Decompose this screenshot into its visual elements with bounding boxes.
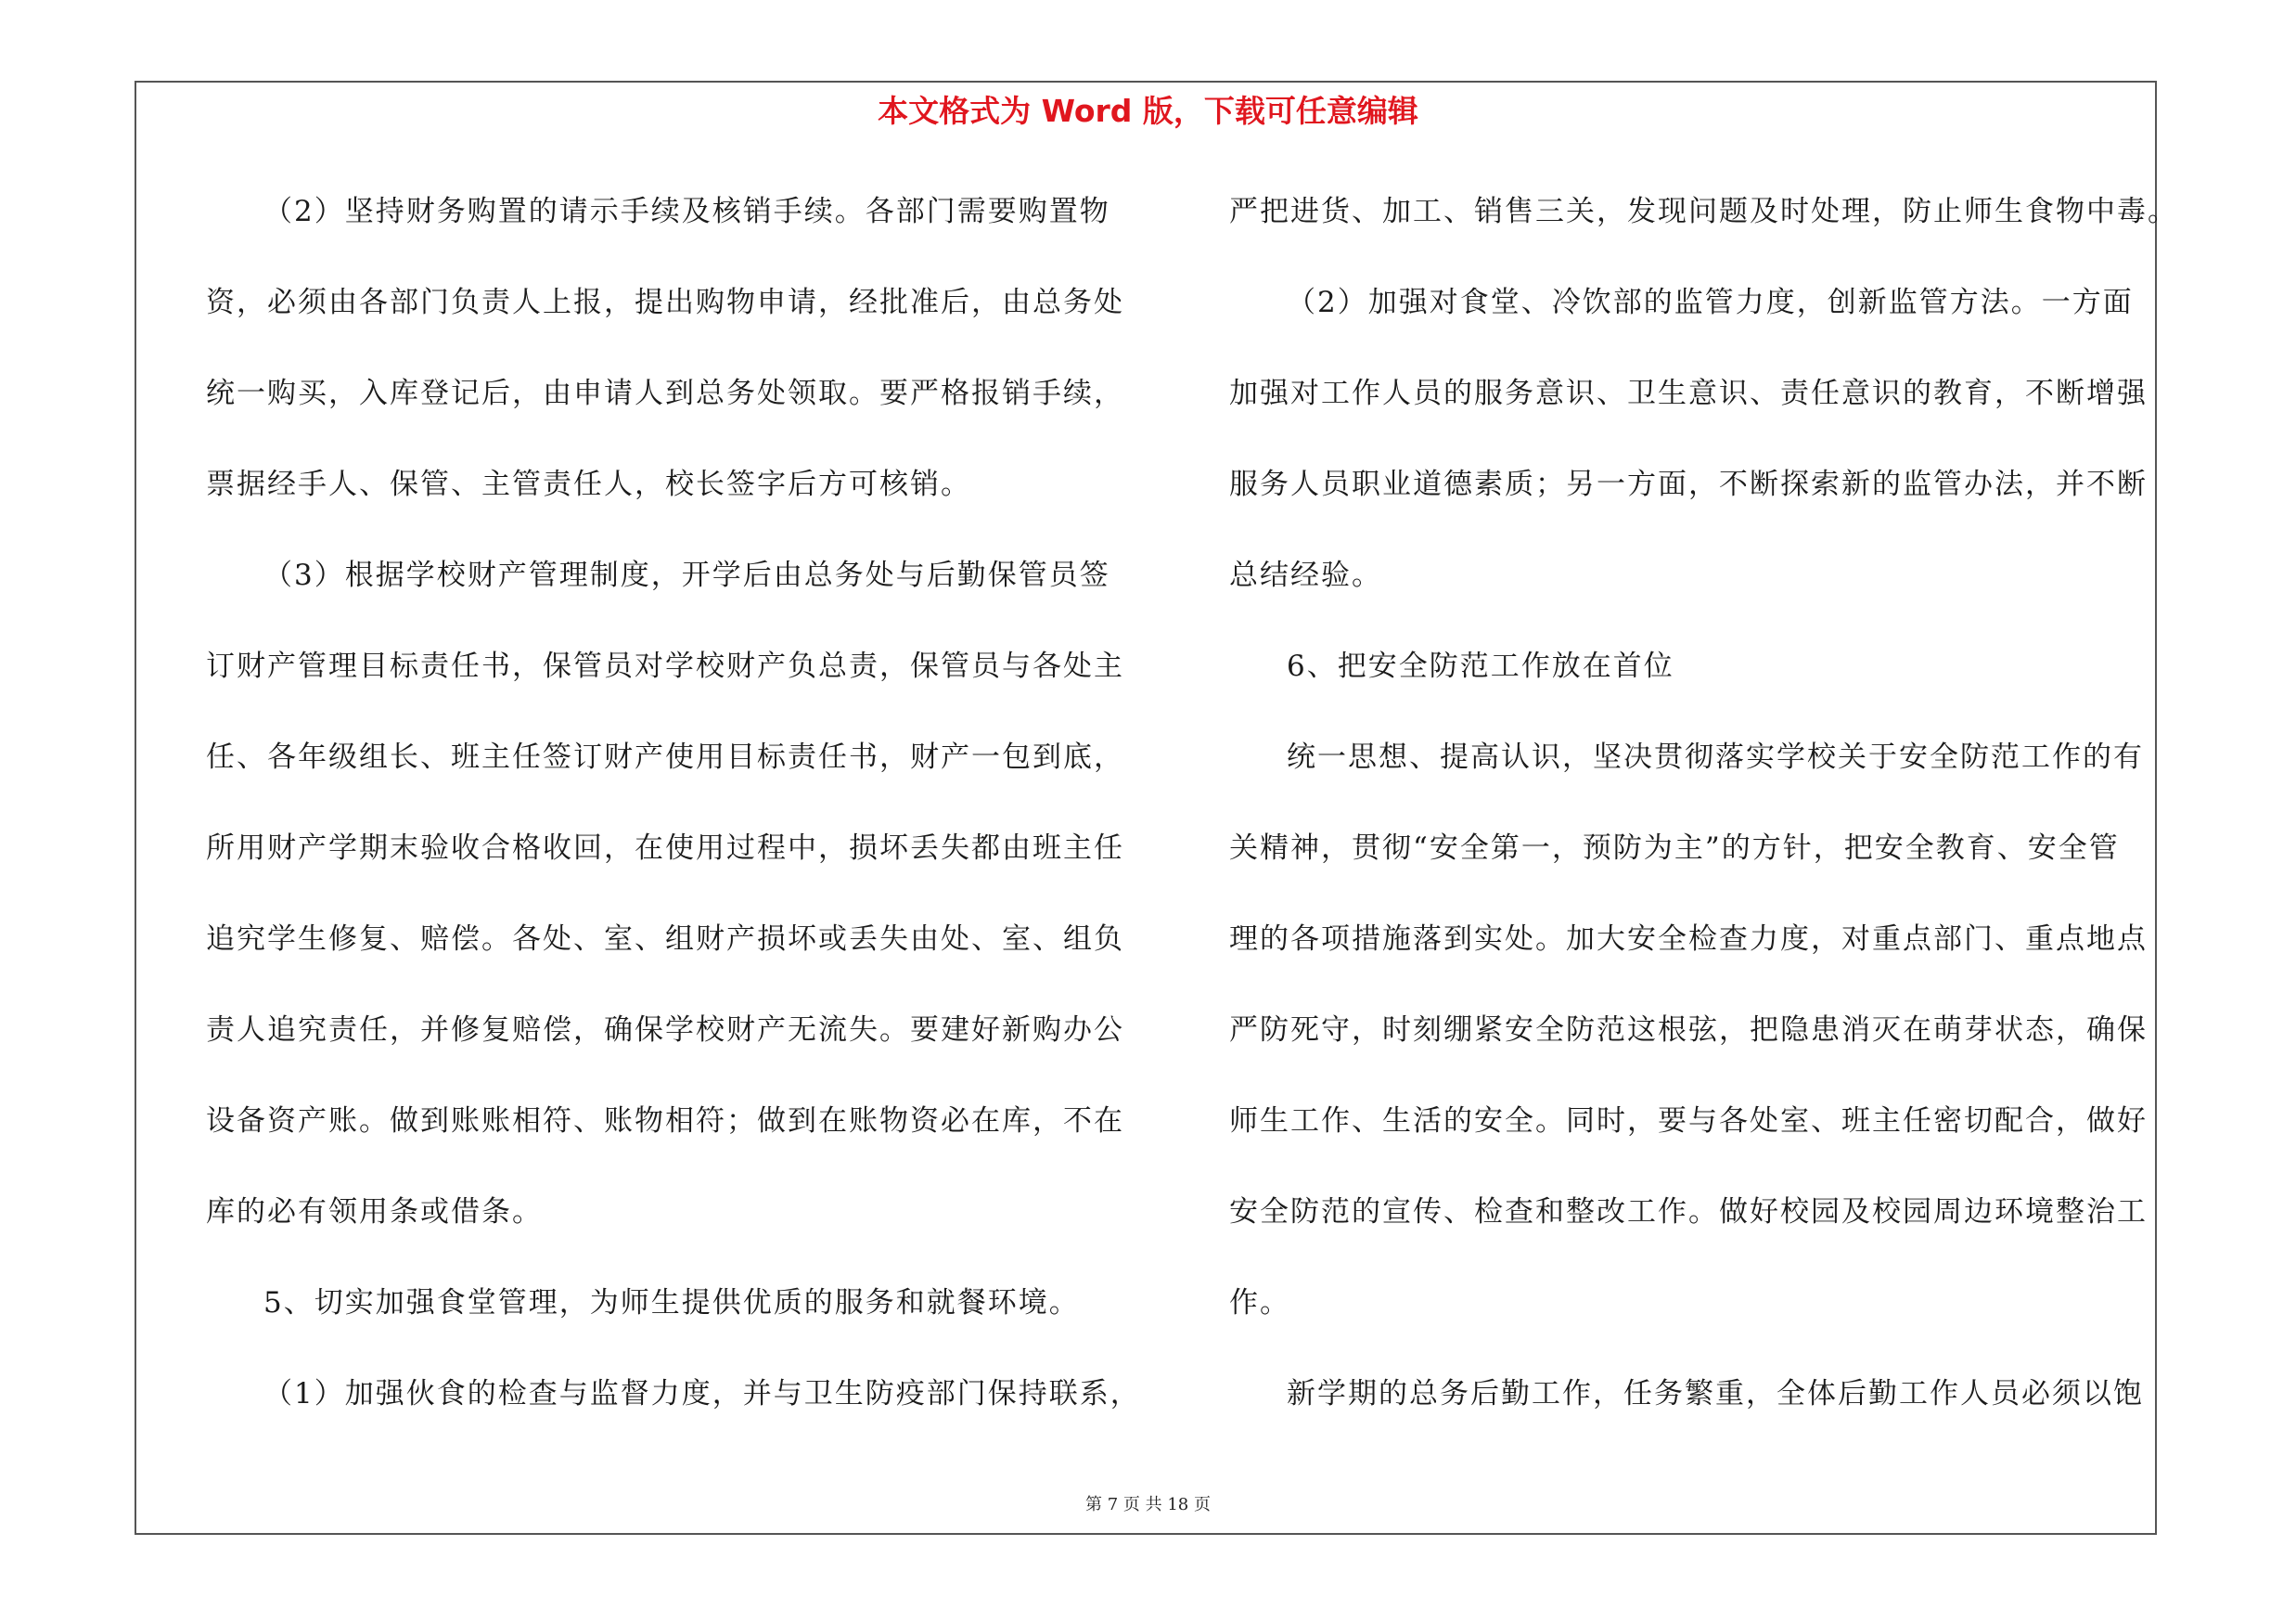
text-line: 安全防范的宣传、检查和整改工作。做好校园及校园周边环境整治工 xyxy=(1229,1195,2148,1229)
text-line: 总结经验。 xyxy=(1229,559,1382,592)
text-line: （2）坚持财务购置的请示手续及核销手续。各部门需要购置物 xyxy=(263,195,1110,228)
text-line: （1）加强伙食的检查与监督力度，并与卫生防疫部门保持联系， xyxy=(263,1377,1141,1410)
section-heading: 6、把安全防范工作放在首位 xyxy=(1287,650,1674,683)
text-line: 任、各年级组长、班主任签订财产使用目标责任书，财产一包到底， xyxy=(206,741,1124,774)
text-line: （3）根据学校财产管理制度，开学后由总务处与后勤保管员签 xyxy=(263,559,1110,592)
text-line: 加强对工作人员的服务意识、卫生意识、责任意识的教育，不断增强 xyxy=(1229,377,2148,410)
text-line: 设备资产账。做到账账相符、账物相符；做到在账物资必在库，不在 xyxy=(206,1104,1124,1138)
text-line: 票据经手人、保管、主管责任人，校长签字后方可核销。 xyxy=(206,468,971,501)
section-heading: 5、切实加强食堂管理，为师生提供优质的服务和就餐环境。 xyxy=(263,1286,1080,1320)
text-line: 统一购买，入库登记后，由申请人到总务处领取。要严格报销手续， xyxy=(206,377,1124,410)
text-line: 所用财产学期末验收合格收回，在使用过程中，损坏丢失都由班主任 xyxy=(206,831,1124,865)
text-line: 新学期的总务后勤工作，任务繁重，全体后勤工作人员必须以饱 xyxy=(1287,1377,2144,1410)
text-line: 资，必须由各部门负责人上报，提出购物申请，经批准后，由总务处 xyxy=(206,286,1124,319)
text-line: 责人追究责任，并修复赔偿，确保学校财产无流失。要建好新购办公 xyxy=(206,1013,1124,1047)
text-line: 追究学生修复、赔偿。各处、室、组财产损坏或丢失由处、室、组负 xyxy=(206,922,1124,956)
text-line: 严防死守，时刻绷紧安全防范这根弦，把隐患消灭在萌芽状态，确保 xyxy=(1229,1013,2148,1047)
text-line: 订财产管理目标责任书，保管员对学校财产负总责，保管员与各处主 xyxy=(206,650,1124,683)
text-line: 理的各项措施落到实处。加大安全检查力度，对重点部门、重点地点 xyxy=(1229,922,2148,956)
text-line: 关精神，贯彻“安全第一，预防为主”的方针，把安全教育、安全管 xyxy=(1229,831,2120,865)
text-line: 严把进货、加工、销售三关，发现问题及时处理，防止师生食物中毒。 xyxy=(1229,195,2178,228)
text-line: 库的必有领用条或借条。 xyxy=(206,1195,543,1229)
right-column xyxy=(1229,184,2178,1474)
page-number: 第 7 页 共 18 页 xyxy=(1085,1495,1211,1514)
text-line: （2）加强对食堂、冷饮部的监管力度，创新监管方法。一方面 xyxy=(1287,286,2134,319)
text-line: 统一思想、提高认识，坚决贯彻落实学校关于安全防范工作的有 xyxy=(1287,741,2144,774)
text-line: 师生工作、生活的安全。同时，要与各处室、班主任密切配合，做好 xyxy=(1229,1104,2148,1138)
text-line: 作。 xyxy=(1229,1286,1290,1320)
left-column xyxy=(206,184,1148,1474)
text-line: 服务人员职业道德素质；另一方面，不断探索新的监管办法，并不断 xyxy=(1229,468,2148,501)
page-header-banner: 本文格式为 Word 版，下载可任意编辑 xyxy=(878,93,1418,129)
